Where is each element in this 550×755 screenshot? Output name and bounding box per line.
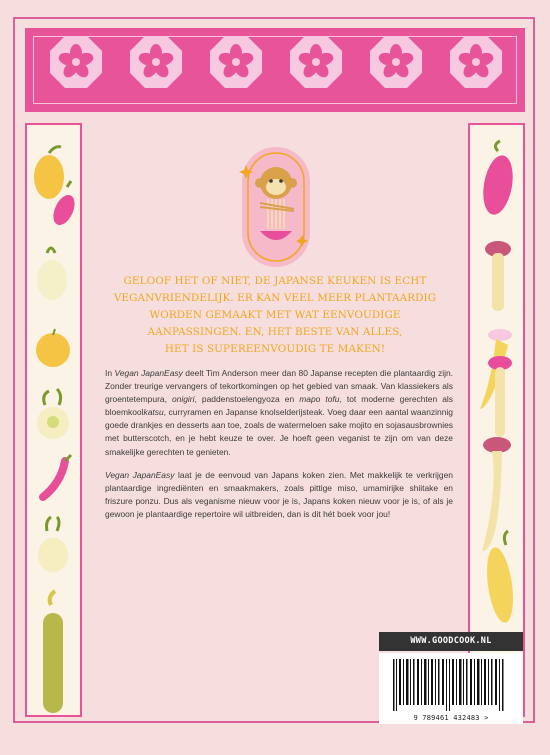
barcode-box: [379, 632, 523, 724]
sakura-flower-icon: [49, 35, 103, 89]
text-run: laat je de eenvoud van Japans koken zien. Met makkelijk te verkrijgen plantaardige ingrediënten en smaakmakers, zoals pittige miso, umamirijke shiitake en friszure ponzu. Dus als veganisme nieuw voor je is, Japans koken nieuw voor je is, of als je gewoon je plantaardige repertoire wil uitbreiden, dan is dit hét boek voor jou!: [105, 469, 453, 519]
kohlrabi-icon: [37, 389, 69, 439]
eggplant-icon: [479, 141, 517, 217]
barcode-bars: [379, 653, 523, 713]
barcode: [379, 653, 523, 724]
publisher-url: WWW.GOODCOOK.NL: [379, 632, 523, 651]
paragraph-1: [105, 367, 453, 459]
headline-line: WORDEN GEMAAKT MET WAT EENVOUDIGE: [149, 309, 401, 321]
mushroom-icon: [488, 356, 512, 437]
isbn-digits: 9 789461 432483 >: [413, 714, 489, 722]
book-title: Vegan JapanEasy: [105, 469, 175, 480]
sakura-flower-icon: [209, 35, 263, 89]
headline-line: AANPASSINGEN. EN, HET BESTE VAN ALLES,: [147, 326, 403, 338]
italic-term: mapo tofu: [299, 394, 340, 405]
center-panel: [92, 123, 458, 717]
headline: [102, 273, 448, 358]
text-run: In: [105, 368, 115, 378]
paragraph-2: [105, 469, 453, 521]
vegetables-illustration: [27, 125, 80, 715]
mushrooms-illustration: [470, 125, 523, 715]
sakura-flower-icon: [289, 35, 343, 89]
italic-term: katsu: [143, 407, 164, 418]
banner-inner-frame: [33, 36, 517, 104]
sakura-flower-icon: [369, 35, 423, 89]
chili-icon: [43, 455, 71, 497]
text-run: , paddenstoelengyoza en: [194, 394, 300, 405]
sakura-flower-icon: [449, 35, 503, 89]
book-title: Vegan JapanEasy: [114, 368, 183, 378]
body-text: [105, 367, 453, 531]
headline-line: HET IS SUPEREENVOUDIG TE MAKEN!: [164, 343, 386, 355]
mango-icon: [34, 147, 79, 229]
headline-line: VEGANVRIENDELIJK. ER KAN VEEL MEER PLANTAARDIG: [113, 292, 437, 304]
headline-line: GELOOF HET OF NIET, DE JAPANSE KEUKEN IS ECHT: [123, 275, 427, 287]
radish-icon: [38, 517, 68, 572]
text-run: , curryramen en Japanse knolselderijsteak. Voeg daar een aantal waanzinnig goede drankjes en desserts aan toe, zoals de watermeloen sake mojito en sojasausbrownies met butterscotch, en je hebt keuze te over. Je hoeft geen veganist te zijn om van deze smakelijke gerechten te genieten.: [105, 407, 453, 457]
right-mushroom-column: [468, 123, 525, 717]
italic-term: onigiri: [171, 394, 195, 405]
left-vegetable-column: [25, 123, 82, 717]
sakura-flower-icon: [129, 35, 183, 89]
zucchini-icon: [43, 591, 63, 713]
sakura-banner: [25, 28, 525, 112]
garlic-icon: [37, 248, 67, 300]
peach-icon: [36, 329, 70, 367]
text-run: deelt Tim Anderson meer dan 80 Japanse recepten die plantaardig zijn. Zonder treurige vervangers of tekortkomingen op het gebied van smaak. Van klassiekers als groentetempura,: [105, 368, 453, 405]
text-run: , tot moderne gerechten als bloemkool: [105, 394, 453, 418]
monkey-eating-ramen-icon: [238, 143, 314, 271]
mushroom-icon: [485, 241, 511, 311]
